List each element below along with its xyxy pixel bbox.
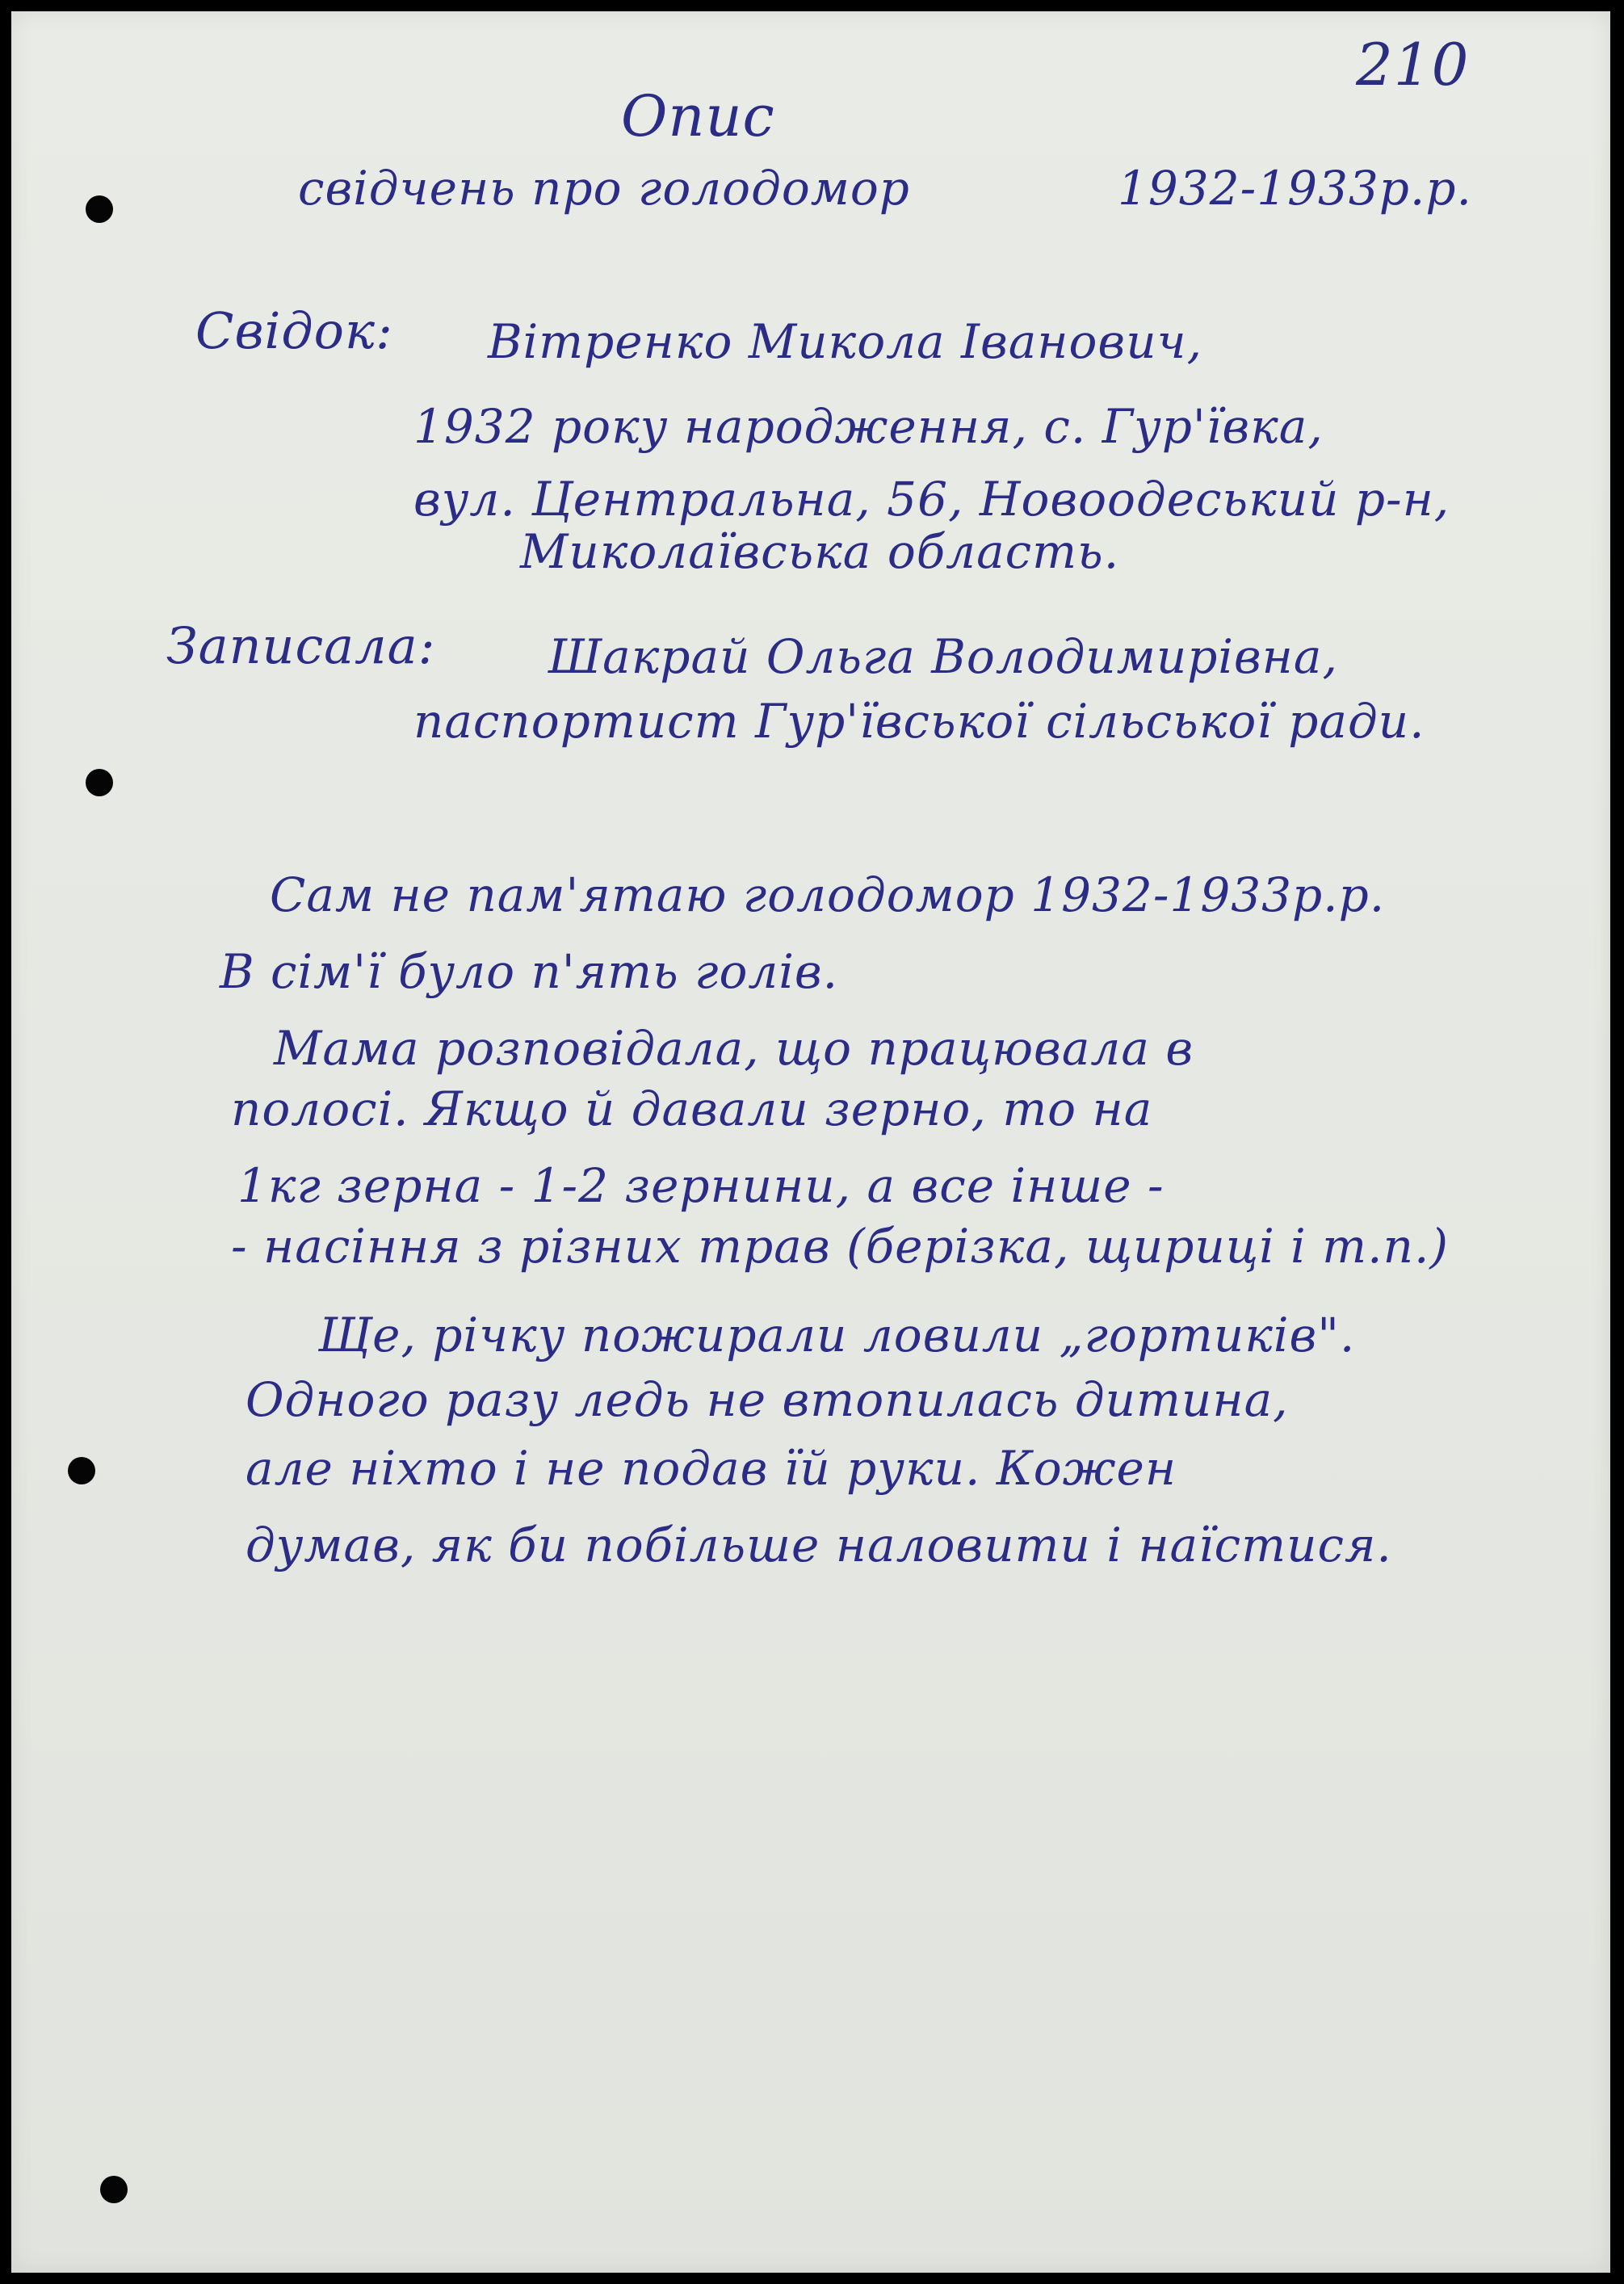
- recorder-label: Записала:: [166, 616, 436, 675]
- testimony-line: В сім'ї було п'ять голів.: [220, 944, 839, 999]
- punch-hole-bottom: [100, 2176, 128, 2203]
- document-page: [11, 11, 1610, 2273]
- document-title: Опис: [621, 83, 775, 149]
- witness-birth-village: 1932 року народження, с. Гур'ївка,: [413, 399, 1324, 454]
- witness-region: Миколаївська область.: [520, 524, 1120, 579]
- testimony-line: думав, як би побільше наловити і наїстися.: [245, 1518, 1392, 1572]
- testimony-line: Ще, річку пожирали ловили „гортиків".: [318, 1308, 1356, 1362]
- testimony-line: Мама розповідала, що працювала в: [274, 1021, 1194, 1076]
- testimony-line: Одного разу ледь не втопилась дитина,: [245, 1372, 1289, 1427]
- testimony-line: Сам не пам'ятаю голодомор 1932-1933р.р.: [270, 867, 1386, 922]
- testimony-line: але ніхто і не подав їй руки. Кожен: [245, 1441, 1177, 1496]
- document-subtitle: свідчень про голодомор: [298, 161, 910, 216]
- testimony-line: полосі. Якщо й давали зерно, то на: [231, 1081, 1153, 1136]
- page-number: 210: [1356, 31, 1470, 99]
- recorder-name: Шакрай Ольга Володимирівна,: [548, 629, 1338, 684]
- recorder-position: паспортист Гур'ївської сільської ради.: [413, 694, 1425, 749]
- document-subtitle-years: 1932-1933р.р.: [1118, 161, 1472, 216]
- testimony-line: 1кг зерна - 1-2 зернини, а все інше -: [237, 1158, 1164, 1213]
- witness-label: Свідок:: [195, 301, 393, 360]
- witness-name: Вітренко Микола Іванович,: [488, 314, 1203, 369]
- punch-hole-upper-middle: [86, 769, 113, 796]
- punch-hole-lower-middle: [68, 1457, 95, 1484]
- testimony-line: - насіння з різних трав (берізка, щириці і т.п.): [231, 1219, 1450, 1274]
- witness-address: вул. Центральна, 56, Новоодеський р-н,: [413, 472, 1450, 527]
- punch-hole-top: [86, 195, 113, 223]
